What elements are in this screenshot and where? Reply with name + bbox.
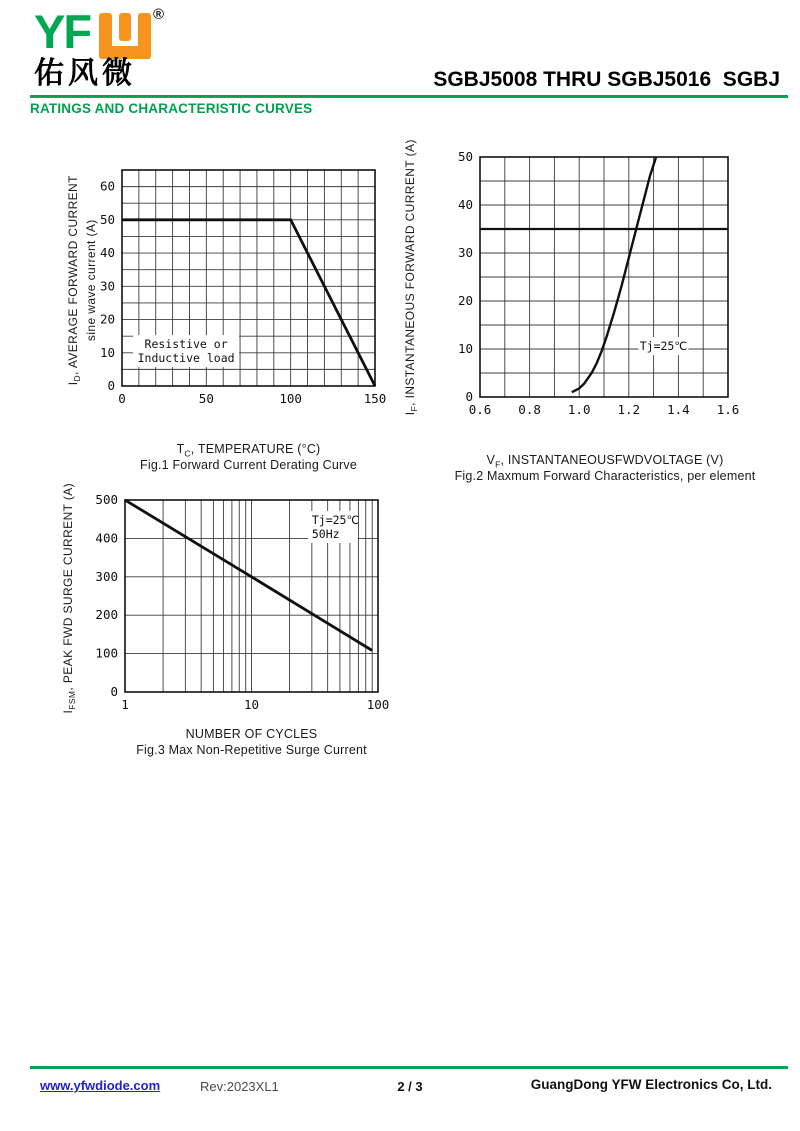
svg-text:50: 50 [99, 211, 115, 227]
svg-text:10: 10 [457, 341, 473, 356]
company-name: GuangDong YFW Electronics Co, Ltd. [530, 1077, 772, 1092]
fig1-x-axis-label: $T_C$, TEMPERATURE (°C) [176, 442, 321, 459]
svg-text:40: 40 [457, 197, 473, 212]
svg-text:1.4: 1.4 [667, 402, 690, 417]
yfw-logo-mark-icon [99, 13, 151, 60]
svg-text:40: 40 [99, 245, 115, 261]
svg-text:500: 500 [95, 492, 118, 507]
svg-text:Inductive load: Inductive load [137, 351, 235, 366]
fig2-chart [446, 147, 741, 423]
fig1-chart [88, 160, 388, 412]
svg-text:1.0: 1.0 [567, 402, 591, 417]
svg-text:20: 20 [457, 293, 473, 308]
svg-text:20: 20 [99, 311, 115, 327]
svg-text:200: 200 [95, 607, 118, 623]
svg-text:60: 60 [99, 178, 115, 194]
fig3-chart [91, 490, 391, 718]
svg-text:0: 0 [110, 684, 118, 699]
svg-text:Resistive or: Resistive or [144, 337, 228, 352]
svg-text:30: 30 [457, 245, 473, 260]
fig1-y-axis-label: $I_D$, AVERAGE FORWARD CURRENT sine wave current (A) [65, 175, 99, 386]
registered-trademark-icon: ® [153, 6, 165, 23]
svg-text:50: 50 [457, 149, 473, 164]
website-link[interactable]: www.yfwdiode.com [40, 1078, 161, 1093]
svg-text:Tj=25℃: Tj=25℃ [639, 339, 688, 354]
svg-text:0.6: 0.6 [468, 402, 492, 417]
revision-label: Rev:2023XL1 [200, 1079, 279, 1094]
svg-text:Tj=25℃: Tj=25℃ [311, 512, 360, 527]
fig2-x-axis-label: $V_F$, INSTANTANEOUSFWDVOLTAGE (V) [486, 453, 724, 470]
svg-text:50Hz: 50Hz [311, 526, 340, 541]
fig2-caption: Fig.2 Maxmum Forward Characteristics, per element [454, 469, 756, 483]
svg-text:1.2: 1.2 [617, 402, 641, 417]
svg-text:1: 1 [121, 697, 129, 712]
svg-text:10: 10 [99, 344, 115, 360]
svg-text:10: 10 [243, 697, 260, 712]
svg-text:150: 150 [363, 391, 387, 406]
footer-divider [30, 1066, 788, 1069]
fig3-x-axis-label: NUMBER OF CYCLES [185, 727, 318, 741]
page-title: SGBJ5008 THRU SGBJ5016 SGBJ [433, 68, 780, 91]
fig2-y-axis-label: $I_F$, INSTANTANEOUS FORWARD CURRENT (A) [402, 139, 420, 416]
svg-text:100: 100 [95, 645, 118, 661]
logo-yf-text: YF [34, 5, 91, 58]
logo-chinese-name: 佑风微 [34, 57, 136, 90]
fig3-caption: Fig.3 Max Non-Repetitive Surge Current [136, 743, 367, 757]
svg-text:50: 50 [198, 391, 214, 406]
svg-text:0.8: 0.8 [518, 402, 541, 417]
svg-text:0: 0 [465, 389, 473, 404]
svg-text:100: 100 [279, 391, 302, 406]
fig3-y-axis-label: $I_{FSM}$, PEAK FWD SURGE CURRENT (A) [60, 482, 78, 714]
svg-text:30: 30 [99, 278, 115, 294]
section-title: RATINGS AND CHARACTERISTIC CURVES [30, 101, 313, 116]
header-divider [30, 95, 788, 98]
svg-text:0: 0 [107, 378, 115, 393]
svg-text:400: 400 [95, 530, 118, 546]
svg-text:100: 100 [366, 697, 390, 712]
page-number: 2 / 3 [397, 1079, 423, 1094]
svg-text:300: 300 [95, 568, 118, 584]
fig1-caption: Fig.1 Forward Current Derating Curve [140, 458, 357, 472]
svg-text:0: 0 [118, 391, 126, 406]
svg-text:1.6: 1.6 [716, 402, 740, 417]
